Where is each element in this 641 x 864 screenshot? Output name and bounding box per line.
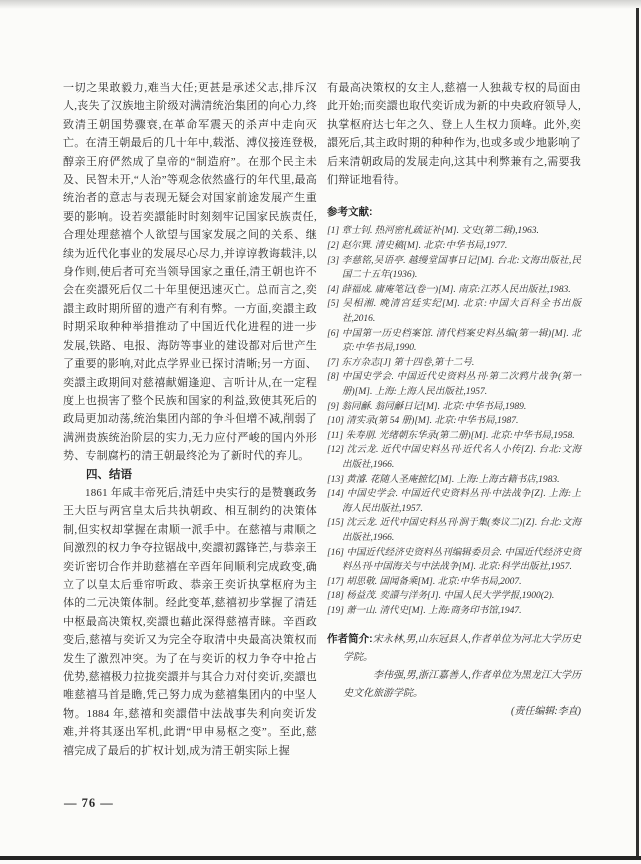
author-bio-1: 宋永林,男,山东冠县人,作者单位为河北大学历史学院。 (343, 634, 582, 664)
reference-item: [11] 朱寿朋. 光绪朝东华录(第二册)[M]. 北京:中华书局,1958. (327, 430, 575, 441)
left-column (63, 79, 317, 760)
scan-top-shade (0, 0, 641, 9)
reference-item: [13] 黄濬. 花随人圣庵摭忆[M]. 上海:上海古籍书店,1983. (327, 474, 560, 485)
reference-item: [2] 赵尔巽. 清史稿[M]. 北京:中华书局,1977. (327, 241, 508, 252)
reference-item: [16] 中国近代经济史资料丛刊编辑委员会. 中国近代经济史资料丛刊·中国海关与中法战争[M]. 北京:科学出版社,1957. (327, 547, 581, 573)
reference-item: [6] 中国第一历史档案馆. 清代档案史料丛编(第一辑)[M]. 北京:中华书局,1990. (327, 328, 581, 354)
body-paragraph-overflow: 有最高决策权的女主人,慈禧一人独裁专权的局面由此开始;而奕譞也取代奕䜣成为新的中央政府领导人,执掌枢府达七年之久、登上人生权力顶峰。此外,奕譞死后,其主政时期的种种作为,也或多或少地影响了后来清朝政局的发展走向,这其中利弊兼有之,需要我们辩证地看待。 (327, 82, 581, 187)
section-heading-conclusion: 四、结语 (86, 468, 132, 481)
reference-item: [4] 薛福成. 庸庵笔记(卷一)[M]. 南京:江苏人民出版社,1983. (327, 284, 571, 295)
reference-item: [3] 李慈铭,吴语亭. 越缦堂国事日记[M]. 台北:文海出版社,民国二十五年(1936). (327, 255, 581, 281)
reference-item: [19] 萧一山. 清代史[M]. 上海:商务印书馆,1947. (327, 605, 522, 616)
reference-item: [18] 杨益茂. 奕譞与洋务[J]. 中国人民大学学报,1900(2). (327, 591, 555, 602)
reference-item: [5] 吴相湘. 晚清宫廷实纪[M]. 北京:中国大百科全书出版社,2016. (327, 299, 581, 324)
body-paragraph-continuation: 一切之果敢毅力,难当大任;更甚是承述父志,排斥汉人,丧失了汉族地主阶级对满清统治集团的向心力,终致清王朝国势骤衰,在革命军震天的杀声中走向灭亡。在清王朝最后的几十年中,载湉、溥仪接连登极,醇亲王府俨然成了皇帝的“制造府”。在那个民主未及、民智未开,“人治”等观念依然盛行的年代里,最高统治者的意志与表现无疑会对国家前途发展产生重要的影响。设若奕譞能时时刻刻牢记国家民族责任,合理处理慈禧个人欲望与国家发展之间的关系、继续为近代化事业的发展尽心尽力,并谆谆教诲载沣,以身作则,使后者可充当领导国家之重任,清王朝也许不会在奕譞死后仅二十年里便迅速灭亡。总而言之,奕譞主政时期所留的遗产有利有弊。一方面,奕譞主政时期采取种种举措推动了中国近代化进程的进一步发展,铁路、电报、海防等事业的建设都对后世产生了重要的影响,对此点学界业已探讨清晰;另一方面、奕譞主政期间对慈禧献媚逢迎、言听计从,在一定程度上也损害了整个民族和国家的利益,致使其死后的政局更加动荡,统治集团内部的争斗但增不减,削弱了满洲贵族统治阶层的实力,无力应付严峻的国内外形势、专制腐朽的清王朝最终沦为了新时代的弃儿。 (63, 82, 317, 463)
reference-item: [9] 翁同龢. 翁同龢日记[M]. 北京:中华书局,1989. (327, 401, 527, 412)
reference-item: [8] 中国史学会. 中国近代史资料丛刊·第二次鸦片战争(第一册)[M]. 上海:上海人民出版社,1957. (327, 372, 581, 397)
reference-item: [14] 中国史学会. 中国近代史资料丛刊·中法战争[Z]. 上海:上海人民出版社,1957. (327, 489, 581, 514)
reference-item: [7] 东方杂志[J] 第十四卷,第十二号. (327, 357, 475, 368)
reference-item: [1] 章士钊. 热河密札疏证补[M]. 文史(第二辑),1963. (327, 226, 539, 237)
authors-label: 作者简介: (327, 633, 373, 646)
reference-item: [17] 胡思敬. 国闻备乘[M]. 北京:中华书局,2007. (327, 576, 522, 587)
scan-right-edge (636, 8, 639, 857)
body-paragraph-conclusion: 1861 年咸丰帝死后,清廷中央实行的是赞襄政务王大臣与两宫皇太后共执朝政、相互制约的决策体制,但实权却掌握在肃顺一派手中。在慈禧与肃顺之间激烈的权力争夺拉锯战中,奕譞初露锋芒,与恭亲王奕䜣密切合作并助慈禧在辛酉年间顺利完成政变,确立了以皇太后垂帘听政、恭亲王奕䜣执掌枢府为主体的二元决策体制。经此变革,慈禧初步掌握了清廷中枢最高决策权,奕譞也藉此深得慈禧青睐。辛酉政变后,慈禧与奕䜣又为完全夺取清中央最高决策权而发生了激烈冲突。为了在与奕䜣的权力争夺中抢占优势,慈禧极力拉拢奕譞并与其合力对付奕䜣,奕譞也唯慈禧马首是瞻,凭己努力成为慈禧集团内的中坚人物。1884 年,慈禧和奕譞借中法战事失利向奕䜣发难,并将其逐出军机,此谓“甲申易枢之变”。至此,慈禧完成了最后的扩权计划,成为清王朝实际上握 (63, 486, 317, 757)
author-line (327, 667, 581, 703)
reference-item: [15] 沈云龙. 近代中国史料丛刊·涧于集(奏议二)[Z]. 台北:文海出版社,1966. (327, 518, 581, 543)
author-line (327, 630, 581, 667)
page-number: — 76 — (64, 796, 114, 810)
reference-item: [10] 清实录(第 54 册)[M]. 北京:中华书局,1987. (327, 416, 519, 427)
reference-list (327, 224, 581, 618)
right-column (327, 79, 581, 721)
author-bio-2: 李伟强,男,浙江嘉善人,作者单位为黑龙江大学历史文化旅游学院。 (343, 670, 581, 700)
references-heading: 参考文献: (327, 206, 373, 219)
authors-section (327, 630, 581, 721)
scan-bottom-edge (0, 856, 641, 860)
reference-item: [12] 沈云龙. 近代中国史料丛刊·近代名人小传[Z]. 台北:文海出版社,1966. (327, 445, 581, 470)
editor-note: (责任编辑:李直) (511, 706, 581, 718)
